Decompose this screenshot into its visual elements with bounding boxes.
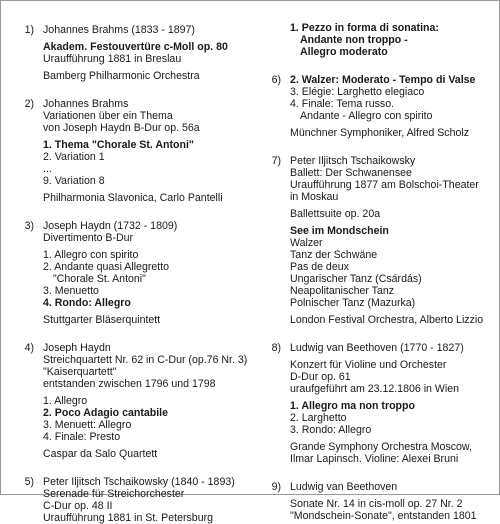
entry-line: Peter Iljitsch Tschaikowsky	[290, 155, 416, 167]
highlighted-movement: Allegro moderato	[300, 46, 388, 58]
entry-line: uraufgeführt am 23.12.1806 in Wien	[290, 383, 460, 395]
left-column	[12, 24, 257, 524]
entry-line: Grande Symphony Orchestra Moscow,	[290, 441, 472, 453]
entry-line: entstanden zwischen 1796 und 1798	[43, 378, 216, 390]
track-number: 5)	[24, 476, 34, 488]
entry-line: Ludwig van Beethoven (1770 - 1827)	[290, 342, 464, 354]
entry-line: Uraufführung 1881 in St. Petersburg	[43, 512, 214, 524]
entry-line: Divertimento B-Dur	[43, 232, 134, 244]
highlighted-movement: Andante non troppo -	[300, 34, 408, 46]
track-entry	[12, 476, 257, 524]
entry-line: Johannes Brahms (1833 - 1897)	[43, 24, 195, 36]
entry-line: Andante - Allegro con spirito	[300, 110, 433, 122]
entry-line: Bamberg Philharmonic Orchestra	[43, 70, 200, 82]
track-number: 8)	[271, 342, 281, 354]
entry-line: Ilmar Lapinsch. Violine: Alexei Bruni	[290, 453, 459, 465]
entry-line: ...	[43, 163, 52, 175]
entry-line: C-Dur op. 48 II	[43, 500, 113, 512]
entry-line: "Kaiserquartett"	[43, 366, 117, 378]
entry-line: Konzert für Violine und Orchester	[290, 359, 447, 371]
entry-line: Streichquartett Nr. 62 in C-Dur (op.76 Nr. 3)	[43, 354, 248, 366]
entry-line: Ballettsuite op. 20a	[290, 208, 381, 220]
entry-line: Ludwig van Beethoven	[290, 481, 398, 493]
track-entry	[259, 342, 495, 465]
track-entry	[259, 22, 495, 58]
entry-line: London Festival Orchestra, Alberto Lizzio	[290, 314, 484, 326]
highlighted-movement: 1. Thema "Chorale St. Antoni"	[43, 139, 194, 151]
track-number: 4)	[24, 342, 34, 354]
entry-line: 4. Finale: Presto	[43, 431, 121, 443]
entry-line: Pas de deux	[290, 261, 349, 273]
entry-line: Joseph Haydn (1732 - 1809)	[43, 220, 178, 232]
highlighted-movement: 2. Poco Adagio cantabile	[43, 407, 168, 419]
highlighted-movement: 4. Rondo: Allegro	[43, 297, 131, 309]
entry-line: 3. Rondo: Allegro	[290, 424, 372, 436]
track-number: 6)	[271, 74, 281, 86]
entry-line: Walzer	[290, 237, 323, 249]
entry-line: Uraufführung 1881 in Breslau	[43, 53, 182, 65]
entry-line: Polnischer Tanz (Mazurka)	[290, 297, 416, 309]
highlighted-movement: See im Mondschein	[290, 225, 389, 237]
entry-line: Peter Iljitsch Tschaikowsky (1840 - 1893)	[43, 476, 235, 488]
entry-line: Ungarischer Tanz (Csárdás)	[290, 273, 422, 285]
entry-line: Neapolitanischer Tanz	[290, 285, 395, 297]
entry-line: D-Dur op. 61	[290, 371, 351, 383]
entry-line: Tanz der Schwäne	[290, 249, 378, 261]
entry-line: 3. Elégie: Larghetto elegiaco	[290, 86, 425, 98]
entry-line: 1. Allegro con spirito	[43, 249, 139, 261]
entry-line: 2. Variation 1	[43, 151, 105, 163]
entry-line: 1. Allegro	[43, 395, 88, 407]
entry-line: Ballett: Der Schwanensee	[290, 167, 412, 179]
track-number: 1)	[24, 24, 34, 36]
track-number: 9)	[271, 481, 281, 493]
entry-line: Serenade für Streichorchester	[43, 488, 185, 500]
entry-line: in Moskau	[290, 191, 339, 203]
entry-line: Variationen über ein Thema	[43, 110, 173, 122]
highlighted-movement: Akadem. Festouvertüre c-Moll op. 80	[43, 41, 228, 53]
entry-line: 4. Finale: Tema russo.	[290, 98, 395, 110]
track-number: 3)	[24, 220, 34, 232]
track-entry	[12, 220, 257, 326]
highlighted-movement: 1. Pezzo in forma di sonatina:	[290, 22, 439, 34]
entry-line: Johannes Brahms	[43, 98, 129, 110]
track-number: 2)	[24, 98, 34, 110]
right-column	[259, 22, 495, 522]
track-entry	[259, 74, 495, 139]
entry-line: Uraufführung 1877 am Bolschoi-Theater	[290, 179, 479, 191]
track-entry	[12, 98, 257, 204]
entry-line: 2. Andante quasi Allegretto	[43, 261, 170, 273]
entry-line: 2. Larghetto	[290, 412, 347, 424]
highlighted-movement: 2. Walzer: Moderato - Tempo di Valse	[290, 74, 476, 86]
track-number: 7)	[271, 155, 281, 167]
entry-line: von Joseph Haydn B-Dur op. 56a	[43, 122, 200, 134]
track-entry	[259, 155, 495, 326]
entry-line: "Chorale St. Antoni"	[53, 273, 146, 285]
entry-line: Stuttgarter Bläserquintett	[43, 314, 161, 326]
entry-line: "Mondschein-Sonate", entstanden 1801	[290, 510, 477, 522]
entry-line: Sonate Nr. 14 in cis-moll op. 27 Nr. 2	[290, 498, 463, 510]
entry-line: 9. Variation 8	[43, 175, 105, 187]
entry-line: Joseph Haydn	[43, 342, 111, 354]
entry-line: 3. Menuett: Allegro	[43, 419, 132, 431]
highlighted-movement: 1. Allegro ma non troppo	[290, 400, 415, 412]
entry-line: Münchner Symphoniker, Alfred Scholz	[290, 127, 470, 139]
entry-line: Philharmonia Slavonica, Carlo Pantelli	[43, 192, 223, 204]
track-entry	[259, 481, 495, 522]
entry-line: 3. Menuetto	[43, 285, 99, 297]
entry-line: Caspar da Salo Quartett	[43, 448, 158, 460]
track-entry	[12, 342, 257, 460]
track-entry	[12, 24, 257, 82]
